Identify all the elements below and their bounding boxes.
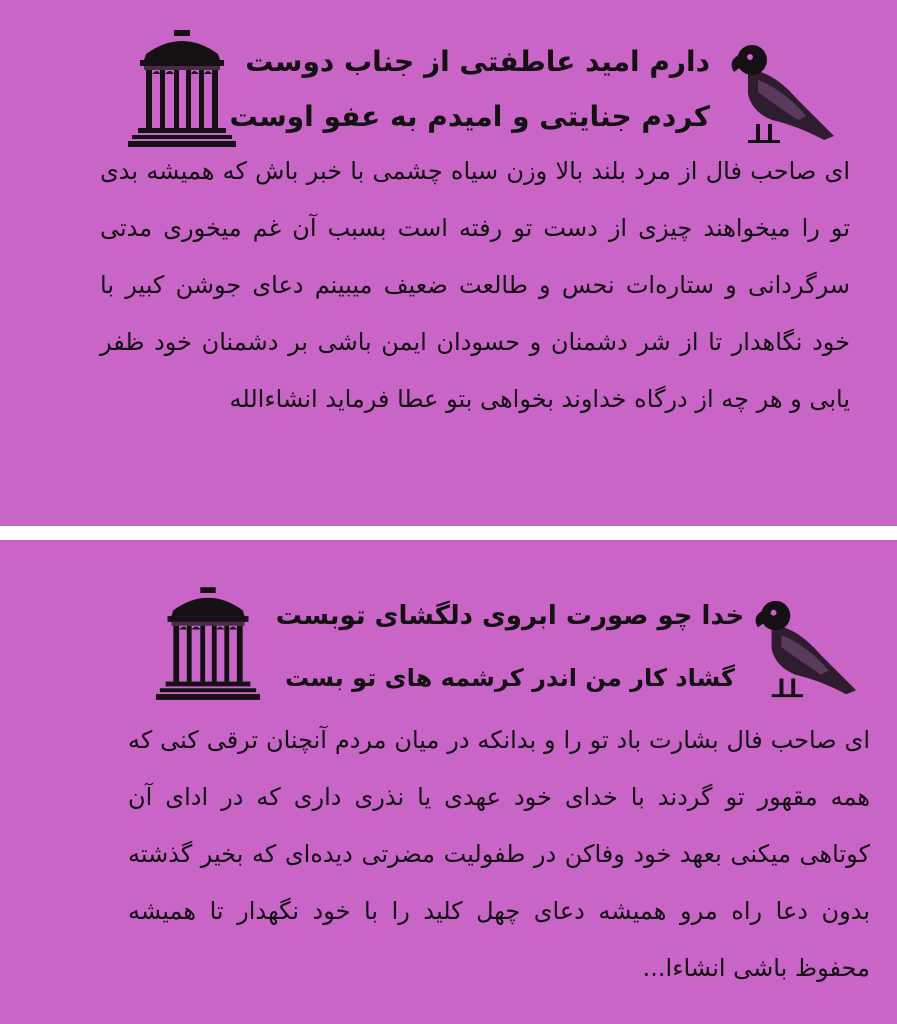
- fortune-text: ای صاحب فال از مرد بلند بالا وزن سیاه چشمی با خبر باش که همیشه بدی تو را میخواهند چیزی از دست تو رفته است بسبب آن غم میخوری مدتی سرگردانی و ستاره‌ات نحس و طالعت ضعیف میبینم دعای جوشن کبیر با خود نگاهدار تا از شر دشمنان و حسودان ایمن باشی بر دشمنان خود ظفر یابی و هر چه از درگاه خداوند بخواهی بتو عطا فرماید انشاءالله: [100, 157, 850, 413]
- fortune-card: [0, 540, 897, 1024]
- verse-line-1: خدا چو صورت ابروی دلگشای توبست: [275, 601, 745, 631]
- parrot-icon: [728, 40, 838, 152]
- parrot-icon: [752, 596, 860, 706]
- verse-line-1: دارم امید عاطفتی از جناب دوست: [245, 45, 710, 78]
- verse-line-2: کردم جنایتی و امیدم به عفو اوست: [229, 100, 710, 133]
- hafez-tomb-icon: [156, 586, 260, 702]
- fortune-text: ای صاحب فال بشارت باد تو را و بدانکه در میان مردم آنچنان ترقی کنی که همه مقهور تو گردند با خدای خود عهدی یا نذری داری که در ادای آن کوتاهی میکنی بعهد خود وفاکن در طفولیت مضرتی دیده‌ای که بخیر گذشته بدون دعا راه مرو همیشه دعای چهل کلید را با خود نگهدار تا همیشه محفوظ باشی انشاءا...: [128, 726, 870, 982]
- hafez-tomb-icon: [128, 30, 236, 148]
- verse-line-2: گشاد کار من اندر کرشمه های تو بست: [284, 664, 736, 692]
